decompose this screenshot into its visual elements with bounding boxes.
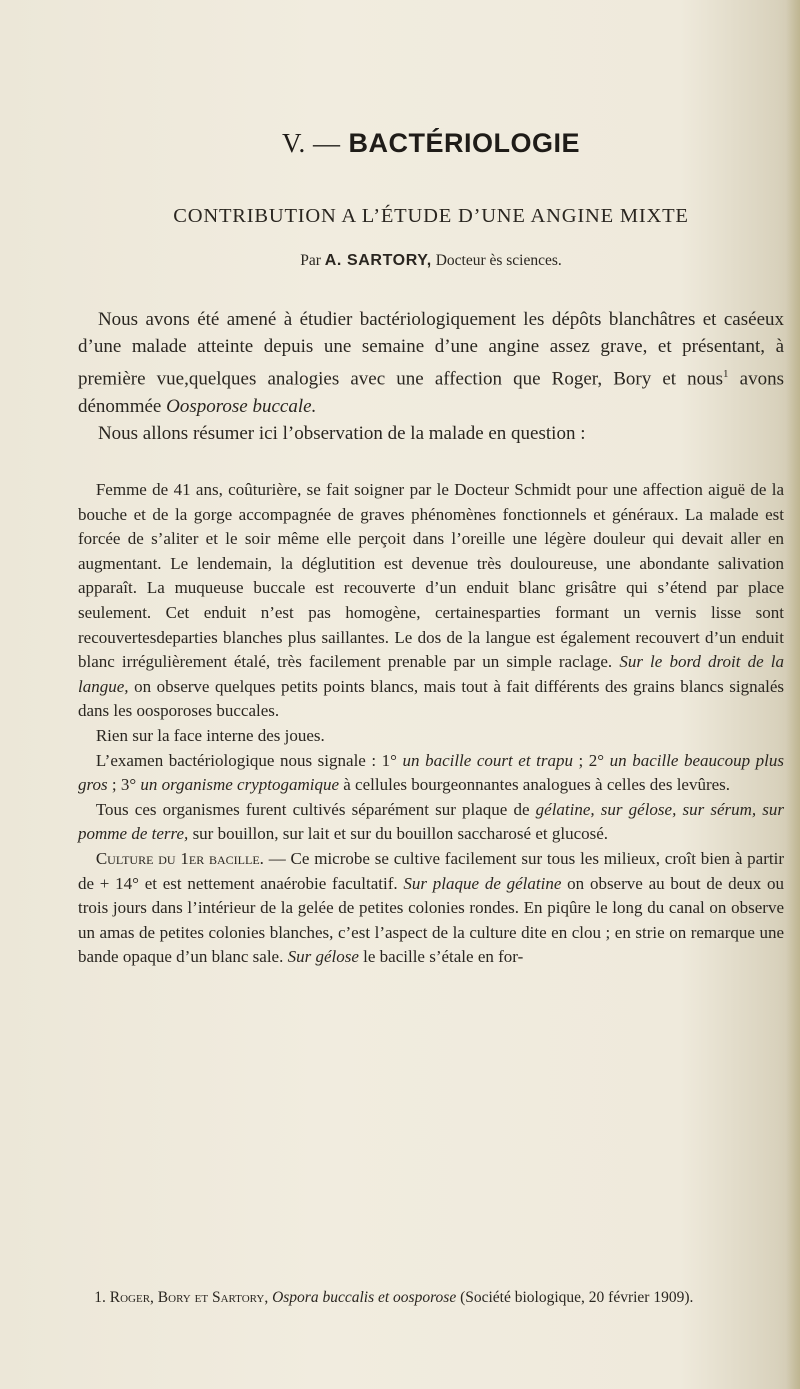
body-text [78, 478, 784, 970]
article-title: CONTRIBUTION A L’ÉTUDE D’UNE ANGINE MIXTE [173, 205, 689, 227]
byline [78, 252, 784, 270]
page-edge-shadow [786, 0, 800, 1389]
intro-paragraph [78, 306, 784, 420]
intro-text [78, 306, 784, 447]
byline-prefix: Par [300, 252, 321, 269]
text-run: avons dénommée [78, 368, 784, 417]
subsection-label: Culture du 1er bacille. [95, 848, 264, 868]
text-run: L’examen bactériologique nous signale : 1° [95, 750, 403, 770]
italic-phrase: Sur le bord droit de la langue, [78, 652, 784, 696]
text-run: sur bouillon, sur lait et sur du bouillon saccharosé et glucosé. [188, 824, 609, 844]
italic-phrase: un bacille beaucoup plus gros [78, 750, 784, 795]
footnote-paragraph [78, 1287, 784, 1310]
body-paragraph [78, 847, 784, 970]
text-run: ; 2° [572, 750, 610, 770]
text-run: 1. [94, 1289, 110, 1306]
italic-phrase: un bacille court et trapu [402, 750, 573, 770]
body-paragraph [78, 478, 784, 724]
text-run: Tous ces organismes furent cultivés séparément sur plaque de [95, 799, 536, 819]
italic-phrase: un organisme cryptogamique [140, 775, 340, 795]
body-paragraph: Rien sur la face interne des joues. [95, 725, 325, 745]
footnote-authors: Roger, Bory et Sartory, [109, 1289, 269, 1306]
text-run: ; 3° [107, 775, 141, 795]
body-paragraph [78, 798, 784, 847]
italic-phrase: Sur plaque de gélatine [403, 873, 562, 893]
text-run: Femme de 41 ans, coûturière, se fait soigner par le Docteur Schmidt pour une affection aiguë de la bouche et de la gorge accompagnée de graves phénomènes fonctionnels et généraux. La malade est forcée de s’aliter et le soir même elle perçoit dans l’oreille une légère douleur qui devait aller en augmentant. Le lendemain, la déglutition est devenue très douloureuse, une abondante salivation apparaît. La muqueuse buccale est recouverte d’un enduit blanc grisâtre qui s’étend par place seulement. Cet enduit n’est pas homogène, certainesparties formant un vernis lisse sont recouvertesdeparties blanches plus saillantes. Le dos de la langue est également recouvert d’un enduit blanc irrégulièrement étalé, très facilement prenable par un simple raclage. [78, 480, 784, 672]
intro-paragraph: Nous allons résumer ici l’observation de la malade en question : [97, 422, 586, 444]
text-run: on observe quelques petits points blancs, mais tout à fait différents des grains blancs signalés dans les oosporoses buccales. [78, 676, 784, 721]
author-name: A. SARTORY, [324, 252, 432, 269]
italic-term: Oosporose buccale. [166, 395, 317, 417]
text-run: on observe au bout de deux ou trois jours dans l’intérieur de la gelée de petites colonies rondes. En piqûre le long du canal on observe un amas de petites colonies blanches, c’est l’aspect de la culture dite en clou ; en strie on remarque une bande opaque d’un blanc sale. [78, 873, 784, 967]
body-paragraph [78, 749, 784, 798]
italic-phrase: gélatine, sur gélose, sur sérum, sur pomme de terre, [78, 799, 784, 844]
text-run: à cellules bourgeonnantes analogues à celles des levûres. [339, 775, 731, 795]
footnote-ref: 1 [723, 367, 729, 380]
text-run: Nous avons été amené à étudier bactériologiquement les dépôts blanchâtres et caséeux d’une malade atteinte depuis une semaine d’une angine assez grave, et présentant, à première vue,quelques analogies avec une affection que Roger, Bory et nous [78, 309, 784, 390]
text-run: (Société biologique, 20 février 1909). [456, 1289, 694, 1306]
section-number: V. — [281, 128, 341, 158]
footnote-title: Ospora buccalis et oosporose [272, 1289, 457, 1306]
footnote [78, 1287, 784, 1310]
section-heading [78, 128, 784, 159]
text-run: — Ce microbe se cultive facilement sur tous les milieux, croît bien à partir de + 14° et est nettement anaérobie facultatif. [78, 848, 784, 893]
text-run: le bacille s’étale en for- [358, 947, 524, 967]
italic-phrase: Sur gélose [287, 947, 359, 967]
section-title: BACTÉRIOLOGIE [348, 128, 581, 158]
author-credential: Docteur ès sciences. [435, 252, 562, 269]
